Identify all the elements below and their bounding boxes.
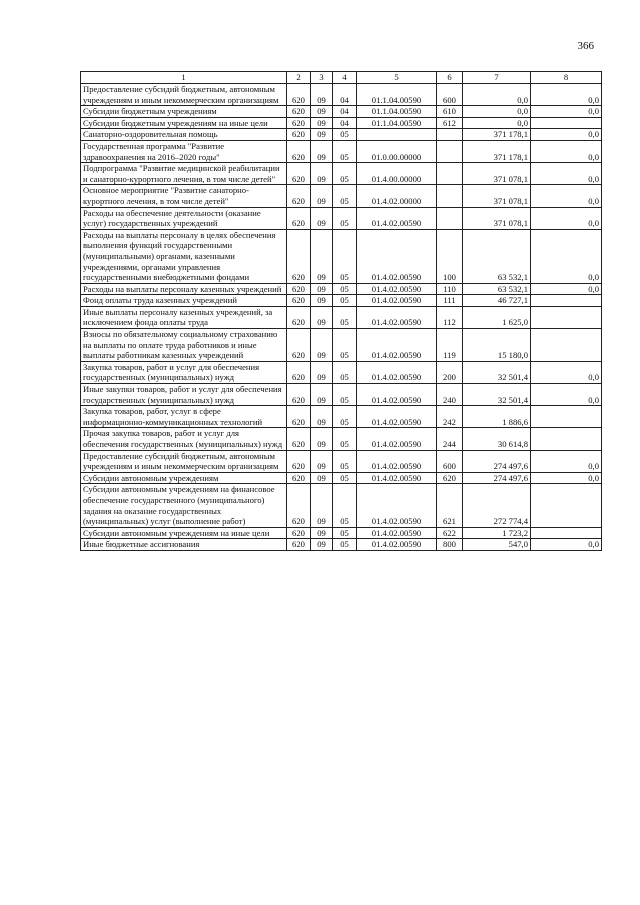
admin-code-cell: 620 [287, 306, 311, 328]
amount-extra-cell [531, 406, 602, 428]
expense-type-cell: 110 [437, 283, 463, 295]
admin-code-cell: 620 [287, 229, 311, 283]
column-header: 5 [357, 72, 437, 84]
row-name-cell: Субсидии автономным учреждениям на финансовое обеспечение государственного (муниципального) задания на оказание государственных (муниципальных) услуг (выполнение работ) [81, 484, 287, 527]
subsection-code-cell: 05 [333, 527, 357, 539]
target-article-cell: 01.4.02.00590 [357, 361, 437, 383]
amount-extra-cell [531, 295, 602, 307]
admin-code-cell: 620 [287, 472, 311, 484]
target-article-cell: 01.4.02.00590 [357, 306, 437, 328]
amount-cell: 63 532,1 [463, 229, 531, 283]
row-name-cell: Закупка товаров, работ и услуг для обеспечения государственных (муниципальных) нужд [81, 361, 287, 383]
row-name-cell: Иные выплаты персоналу казенных учреждений, за исключением фонда оплаты труда [81, 306, 287, 328]
amount-cell: 30 614,8 [463, 428, 531, 450]
budget-table [80, 71, 602, 551]
section-code-cell: 09 [311, 84, 333, 106]
row-name-cell: Субсидии автономным учреждениям на иные цели [81, 527, 287, 539]
target-article-cell: 01.4.02.00590 [357, 539, 437, 551]
row-name-cell: Прочая закупка товаров, работ и услуг для обеспечения государственных (муниципальных) нужд [81, 428, 287, 450]
section-code-cell: 09 [311, 140, 333, 162]
section-code-cell: 09 [311, 229, 333, 283]
amount-cell: 0,0 [463, 84, 531, 106]
expense-type-cell: 111 [437, 295, 463, 307]
section-code-cell: 09 [311, 406, 333, 428]
section-code-cell: 09 [311, 428, 333, 450]
target-article-cell: 01.4.02.00590 [357, 283, 437, 295]
expense-type-cell: 119 [437, 329, 463, 362]
amount-extra-cell: 0,0 [531, 539, 602, 551]
admin-code-cell: 620 [287, 527, 311, 539]
target-article-cell: 01.4.02.00590 [357, 329, 437, 362]
expense-type-cell: 600 [437, 84, 463, 106]
amount-extra-cell: 0,0 [531, 84, 602, 106]
table-row [81, 106, 602, 118]
amount-cell: 274 497,6 [463, 450, 531, 472]
subsection-code-cell: 05 [333, 306, 357, 328]
amount-extra-cell: 0,0 [531, 384, 602, 406]
amount-extra-cell: 0,0 [531, 129, 602, 141]
expense-type-cell [437, 207, 463, 229]
subsection-code-cell: 05 [333, 185, 357, 207]
expense-type-cell: 620 [437, 472, 463, 484]
target-article-cell: 01.4.02.00590 [357, 428, 437, 450]
amount-cell: 15 180,0 [463, 329, 531, 362]
section-code-cell: 09 [311, 295, 333, 307]
admin-code-cell: 620 [287, 406, 311, 428]
amount-cell: 371 178,1 [463, 140, 531, 162]
amount-cell: 371 078,1 [463, 207, 531, 229]
column-header: 4 [333, 72, 357, 84]
row-name-cell: Расходы на выплаты персоналу в целях обеспечения выполнения функций государственными (муниципальными) органами, казенными учреждениями, органами управления государственными внебюджетными фондами [81, 229, 287, 283]
amount-extra-cell [531, 484, 602, 527]
admin-code-cell: 620 [287, 428, 311, 450]
amount-extra-cell: 0,0 [531, 361, 602, 383]
amount-extra-cell: 0,0 [531, 163, 602, 185]
table-row [81, 484, 602, 527]
subsection-code-cell: 05 [333, 361, 357, 383]
table-row [81, 163, 602, 185]
expense-type-cell: 612 [437, 117, 463, 129]
table-row [81, 283, 602, 295]
row-name-cell: Взносы по обязательному социальному страхованию на выплаты по оплате труда работников и иные выплаты работникам казенных учреждений [81, 329, 287, 362]
subsection-code-cell: 05 [333, 283, 357, 295]
table-header-row [81, 72, 602, 84]
admin-code-cell: 620 [287, 539, 311, 551]
amount-extra-cell: 0,0 [531, 140, 602, 162]
admin-code-cell: 620 [287, 329, 311, 362]
amount-extra-cell [531, 329, 602, 362]
expense-type-cell [437, 129, 463, 141]
column-header: 1 [81, 72, 287, 84]
section-code-cell: 09 [311, 450, 333, 472]
subsection-code-cell: 05 [333, 329, 357, 362]
expense-type-cell: 240 [437, 384, 463, 406]
section-code-cell: 09 [311, 384, 333, 406]
expense-type-cell: 621 [437, 484, 463, 527]
amount-extra-cell: 0,0 [531, 207, 602, 229]
amount-extra-cell [531, 117, 602, 129]
amount-extra-cell [531, 428, 602, 450]
admin-code-cell: 620 [287, 207, 311, 229]
page-number: 366 [577, 40, 594, 52]
subsection-code-cell: 05 [333, 295, 357, 307]
amount-cell: 371 078,1 [463, 163, 531, 185]
table-row [81, 140, 602, 162]
amount-cell: 1 723,2 [463, 527, 531, 539]
table-row [81, 527, 602, 539]
amount-extra-cell: 0,0 [531, 450, 602, 472]
expense-type-cell [437, 163, 463, 185]
table-row [81, 384, 602, 406]
target-article-cell [357, 129, 437, 141]
admin-code-cell: 620 [287, 450, 311, 472]
amount-extra-cell: 0,0 [531, 472, 602, 484]
table-row [81, 306, 602, 328]
row-name-cell: Закупка товаров, работ, услуг в сфере информационно-коммуникационных технологий [81, 406, 287, 428]
table-row [81, 229, 602, 283]
section-code-cell: 09 [311, 484, 333, 527]
section-code-cell: 09 [311, 163, 333, 185]
row-name-cell: Подпрограмма "Развитие медицинской реабилитации и санаторно-курортного лечения, в том числе детей" [81, 163, 287, 185]
admin-code-cell: 620 [287, 106, 311, 118]
section-code-cell: 09 [311, 117, 333, 129]
target-article-cell: 01.4.02.00590 [357, 472, 437, 484]
table-row [81, 428, 602, 450]
subsection-code-cell: 05 [333, 484, 357, 527]
expense-type-cell: 242 [437, 406, 463, 428]
admin-code-cell: 620 [287, 484, 311, 527]
target-article-cell: 01.4.02.00590 [357, 207, 437, 229]
table-row [81, 84, 602, 106]
target-article-cell: 01.4.02.00590 [357, 450, 437, 472]
subsection-code-cell: 05 [333, 384, 357, 406]
section-code-cell: 09 [311, 306, 333, 328]
expense-type-cell: 112 [437, 306, 463, 328]
row-name-cell: Расходы на обеспечение деятельности (оказание услуг) государственных учреждений [81, 207, 287, 229]
section-code-cell: 09 [311, 527, 333, 539]
admin-code-cell: 620 [287, 185, 311, 207]
amount-cell: 547,0 [463, 539, 531, 551]
admin-code-cell: 620 [287, 117, 311, 129]
expense-type-cell: 800 [437, 539, 463, 551]
target-article-cell: 01.1.04.00590 [357, 106, 437, 118]
section-code-cell: 09 [311, 185, 333, 207]
table-row [81, 472, 602, 484]
section-code-cell: 09 [311, 361, 333, 383]
amount-cell: 371 178,1 [463, 129, 531, 141]
expense-type-cell: 244 [437, 428, 463, 450]
expense-type-cell: 100 [437, 229, 463, 283]
subsection-code-cell: 04 [333, 117, 357, 129]
amount-cell: 0,0 [463, 106, 531, 118]
target-article-cell: 01.1.04.00590 [357, 84, 437, 106]
target-article-cell: 01.4.02.00590 [357, 229, 437, 283]
amount-cell: 32 501,4 [463, 384, 531, 406]
subsection-code-cell: 05 [333, 207, 357, 229]
row-name-cell: Государственная программа "Развитие здравоохранения на 2016–2020 годы" [81, 140, 287, 162]
section-code-cell: 09 [311, 329, 333, 362]
subsection-code-cell: 05 [333, 472, 357, 484]
amount-extra-cell: 0,0 [531, 106, 602, 118]
amount-cell: 32 501,4 [463, 361, 531, 383]
amount-extra-cell: 0,0 [531, 283, 602, 295]
expense-type-cell [437, 185, 463, 207]
table-row [81, 129, 602, 141]
table-row [81, 295, 602, 307]
row-name-cell: Иные закупки товаров, работ и услуг для обеспечения государственных (муниципальных) нужд [81, 384, 287, 406]
column-header: 3 [311, 72, 333, 84]
section-code-cell: 09 [311, 207, 333, 229]
section-code-cell: 09 [311, 106, 333, 118]
subsection-code-cell: 05 [333, 539, 357, 551]
expense-type-cell: 622 [437, 527, 463, 539]
target-article-cell: 01.4.02.00590 [357, 527, 437, 539]
admin-code-cell: 620 [287, 84, 311, 106]
target-article-cell: 01.4.02.00000 [357, 185, 437, 207]
row-name-cell: Санаторно-оздоровительная помощь [81, 129, 287, 141]
section-code-cell: 09 [311, 283, 333, 295]
section-code-cell: 09 [311, 129, 333, 141]
expense-type-cell: 610 [437, 106, 463, 118]
row-name-cell: Расходы на выплаты персоналу казенных учреждений [81, 283, 287, 295]
row-name-cell: Субсидии автономным учреждениям [81, 472, 287, 484]
target-article-cell: 01.4.02.00590 [357, 484, 437, 527]
target-article-cell: 01.4.02.00590 [357, 384, 437, 406]
amount-cell: 46 727,1 [463, 295, 531, 307]
amount-cell: 371 078,1 [463, 185, 531, 207]
amount-extra-cell: 0,0 [531, 229, 602, 283]
amount-cell: 274 497,6 [463, 472, 531, 484]
row-name-cell: Субсидии бюджетным учреждениям на иные цели [81, 117, 287, 129]
table-row [81, 185, 602, 207]
row-name-cell: Иные бюджетные ассигнования [81, 539, 287, 551]
target-article-cell: 01.4.00.00000 [357, 163, 437, 185]
table-row [81, 329, 602, 362]
column-header: 8 [531, 72, 602, 84]
row-name-cell: Предоставление субсидий бюджетным, автономным учреждениям и иным некоммерческим организациям [81, 84, 287, 106]
column-header: 6 [437, 72, 463, 84]
table-row [81, 406, 602, 428]
target-article-cell: 01.1.04.00590 [357, 117, 437, 129]
admin-code-cell: 620 [287, 384, 311, 406]
table-row [81, 539, 602, 551]
expense-type-cell [437, 140, 463, 162]
target-article-cell: 01.4.02.00590 [357, 295, 437, 307]
subsection-code-cell: 05 [333, 406, 357, 428]
subsection-code-cell: 04 [333, 84, 357, 106]
table-row [81, 207, 602, 229]
column-header: 2 [287, 72, 311, 84]
amount-cell: 1 625,0 [463, 306, 531, 328]
admin-code-cell: 620 [287, 140, 311, 162]
section-code-cell: 09 [311, 472, 333, 484]
row-name-cell: Фонд оплаты труда казенных учреждений [81, 295, 287, 307]
expense-type-cell: 200 [437, 361, 463, 383]
amount-cell: 63 532,1 [463, 283, 531, 295]
table-row [81, 117, 602, 129]
subsection-code-cell: 05 [333, 163, 357, 185]
table-body [81, 84, 602, 551]
subsection-code-cell: 05 [333, 229, 357, 283]
target-article-cell: 01.0.00.00000 [357, 140, 437, 162]
subsection-code-cell: 05 [333, 450, 357, 472]
column-header: 7 [463, 72, 531, 84]
subsection-code-cell: 04 [333, 106, 357, 118]
admin-code-cell: 620 [287, 295, 311, 307]
table-row [81, 450, 602, 472]
amount-extra-cell [531, 306, 602, 328]
amount-cell: 272 774,4 [463, 484, 531, 527]
amount-extra-cell [531, 527, 602, 539]
table-row [81, 361, 602, 383]
amount-cell: 1 886,6 [463, 406, 531, 428]
section-code-cell: 09 [311, 539, 333, 551]
admin-code-cell: 620 [287, 163, 311, 185]
row-name-cell: Основное мероприятие "Развитие санаторно-курортного лечения, в том числе детей" [81, 185, 287, 207]
admin-code-cell: 620 [287, 361, 311, 383]
subsection-code-cell: 05 [333, 428, 357, 450]
expense-type-cell: 600 [437, 450, 463, 472]
subsection-code-cell: 05 [333, 129, 357, 141]
amount-cell: 0,0 [463, 117, 531, 129]
subsection-code-cell: 05 [333, 140, 357, 162]
row-name-cell: Субсидии бюджетным учреждениям [81, 106, 287, 118]
target-article-cell: 01.4.02.00590 [357, 406, 437, 428]
admin-code-cell: 620 [287, 283, 311, 295]
row-name-cell: Предоставление субсидий бюджетным, автономным учреждениям и иным некоммерческим организациям [81, 450, 287, 472]
admin-code-cell: 620 [287, 129, 311, 141]
amount-extra-cell: 0,0 [531, 185, 602, 207]
